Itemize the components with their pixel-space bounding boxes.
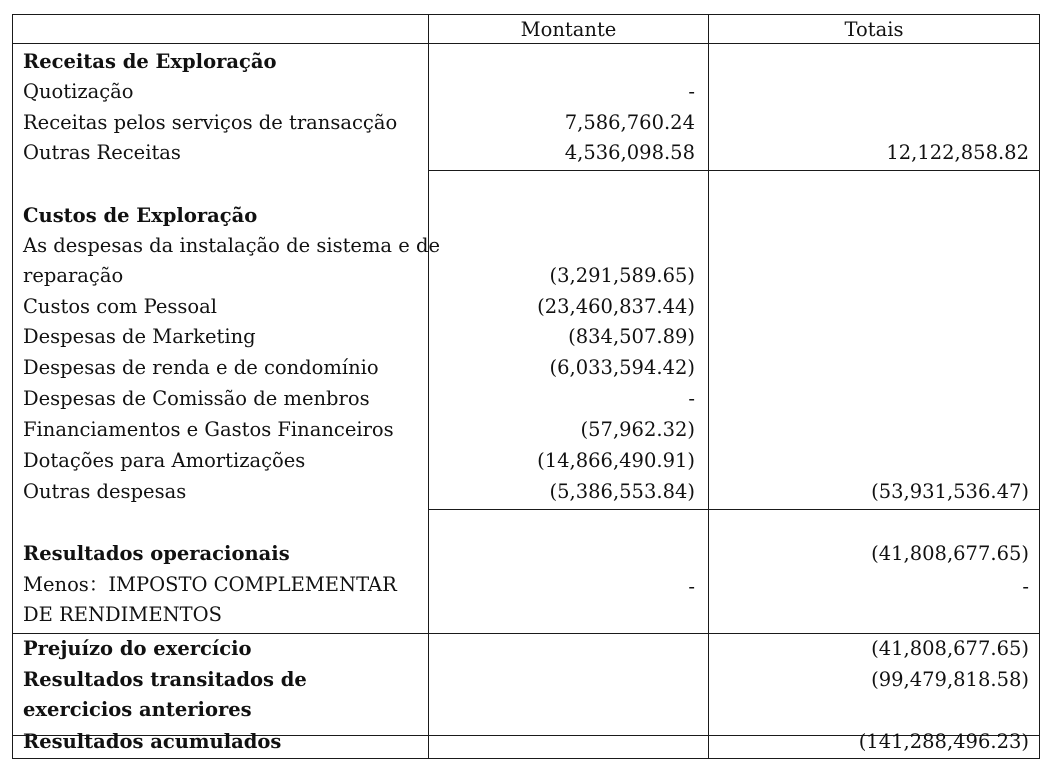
row-montante: (834,507.89) [568, 325, 695, 348]
row-label: Outras Receitas [23, 141, 181, 164]
row-montante: (5,386,553.84) [549, 480, 695, 503]
custos-subtotal-line [428, 509, 1039, 510]
acumulados-total: (141,288,496.23) [858, 730, 1029, 753]
row-montante: (57,962.32) [580, 418, 695, 441]
acumulados-label: Resultados acumulados [23, 730, 282, 753]
row-label: Financiamentos e Gastos Financeiros [23, 418, 394, 441]
imposto-label: Menos：IMPOSTO COMPLEMENTAR [23, 573, 397, 596]
row-label: Custos com Pessoal [23, 295, 218, 318]
imposto-montante: - [688, 575, 695, 598]
row-montante: - [688, 80, 695, 103]
row-label: Despesas de renda e de condomínio [23, 356, 379, 379]
resultados-operacionais-label: Resultados operacionais [23, 542, 290, 565]
column-header-montante: Montante [520, 18, 617, 41]
section-title-custos: Custos de Exploração [23, 204, 258, 227]
row-label-continued: reparação [23, 264, 124, 287]
row-montante: (6,033,594.42) [549, 356, 695, 379]
row-montante: - [688, 387, 695, 410]
prejuizo-label: Prejuízo do exercício [23, 637, 252, 660]
imposto-total: - [1022, 575, 1029, 598]
row-montante: 4,536,098.58 [564, 141, 695, 164]
receitas-subtotal-line [428, 170, 1039, 171]
row-montante: (23,460,837.44) [537, 295, 695, 318]
custos-total: (53,931,536.47) [871, 480, 1029, 503]
receitas-total: 12,122,858.82 [886, 141, 1029, 164]
row-montante: (3,291,589.65) [549, 264, 695, 287]
transitados-label-continued: exercicios anteriores [23, 698, 252, 721]
section-title-receitas: Receitas de Exploração [23, 50, 277, 73]
row-montante: (14,866,490.91) [537, 449, 695, 472]
resultados-operacionais-total: (41,808,677.65) [871, 542, 1029, 565]
row-label: Despesas de Comissão de menbros [23, 387, 370, 410]
transitados-total: (99,479,818.58) [871, 668, 1029, 691]
imposto-label-continued: DE RENDIMENTOS [23, 603, 222, 626]
row-label: Dotações para Amortizações [23, 449, 306, 472]
row-label: Outras despesas [23, 480, 187, 503]
row-label: As despesas da instalação de sistema e de [23, 234, 441, 257]
column-header-totais: Totais [844, 18, 904, 41]
income-statement-table [12, 14, 1040, 759]
row-label: Quotização [23, 80, 134, 103]
transitados-label: Resultados transitados de [23, 668, 307, 691]
row-label: Despesas de Marketing [23, 325, 256, 348]
prejuizo-total: (41,808,677.65) [871, 637, 1029, 660]
row-montante: 7,586,760.24 [564, 111, 695, 134]
row-label: Receitas pelos serviços de transacção [23, 111, 398, 134]
